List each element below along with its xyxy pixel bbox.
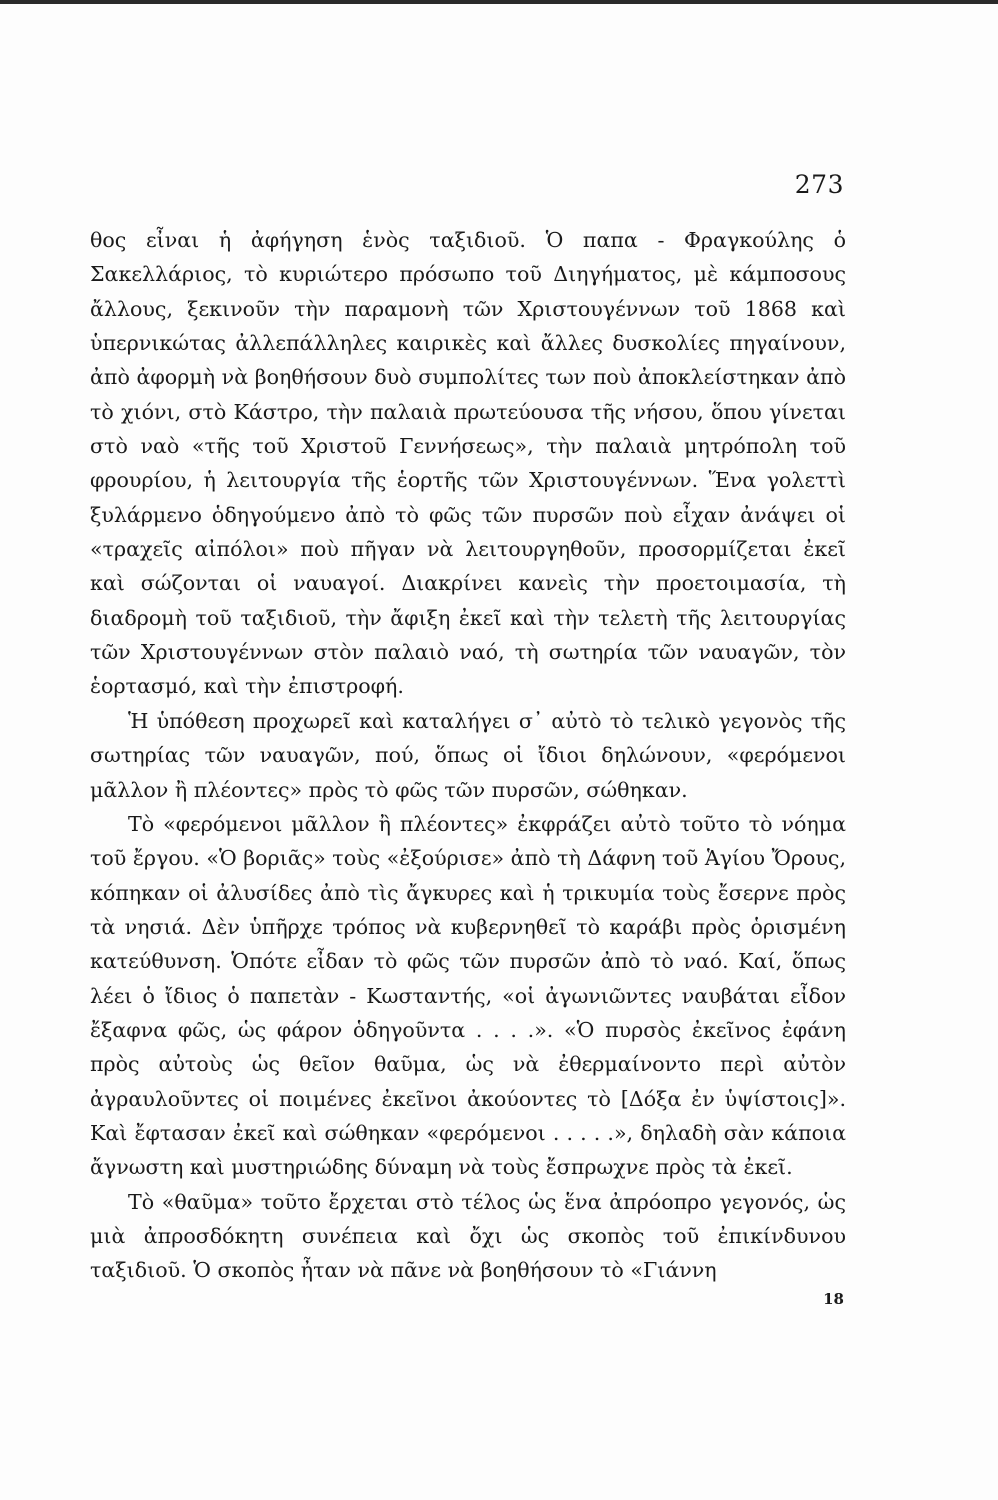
page-number: 273 [794,170,844,199]
scan-top-edge [0,0,998,4]
paragraph: Τὸ «φερόμενοι μᾶλλον ἢ πλέοντες» ἐκφράζει αὐτὸ τοῦτο τὸ νόημα τοῦ ἔργου. «Ὁ βοριᾶς» τοὺς «ἐξούρισε» ἀπὸ τὴ Δάφνη τοῦ Ἁγίου Ὄρους, κόπηκαν οἱ ἀλυσίδες ἀπὸ τὶς ἄγκυρες καὶ ἡ τρικυμία τοὺς ἔσερνε πρὸς τὰ νησιά. Δὲν ὑπῆρχε τρόπος νὰ κυβερνηθεῖ τὸ καράβι πρὸς ὁρισμένη κατεύθυνση. Ὁπότε εἶδαν τὸ φῶς τῶν πυρσῶν ἀπὸ τὸ ναό. Καί, ὅπως λέει ὁ ἴδιος ὁ παπετὰν - Κωσταντής, «οἱ ἀγωνιῶντες ναυβάται εἶδον ἔξαφνα φῶς, ὡς φάρον ὁδηγοῦντα . . . .». «Ὁ πυρσὸς ἐκεῖνος ἐφάνη πρὸς αὐτοὺς ὡς θεῖον θαῦμα, ὡς νὰ ἐθερμαίνοντο περὶ αὐτὸν ἀγραυλοῦντες οἱ ποιμένες ἐκεῖνοι ἀκούοντες τὸ [Δόξα ἐν ὑψίστοις]». Καὶ ἔφτασαν ἐκεῖ καὶ σώθηκαν «φερόμενοι . . . . .», δηλαδὴ σὰν κάποια ἄγνωστη καὶ μυστηριώδης δύναμη νὰ τοὺς ἔσπρωχνε πρὸς τὰ ἐκεῖ. [90,811,846,1180]
body-text [90,223,846,1288]
paragraph: Τὸ «θαῦμα» τοῦτο ἔρχεται στὸ τέλος ὡς ἕνα ἀπρόοπρο γεγονός, ὡς μιὰ ἀπροσδόκητη συνέπεια καὶ ὄχι ὡς σκοπὸς τοῦ ἐπικίνδυνου ταξιδιοῦ. Ὁ σκοπὸς ἦταν νὰ πᾶνε νὰ βοηθήσουν τὸ «Γιάννη [90,1189,846,1283]
paragraph-continuation: θος εἶναι ἡ ἀφήγηση ἑνὸς ταξιδιοῦ. Ὁ παπα - Φραγκούλης ὁ Σακελλάριος, τὸ κυριώτερο πρόσωπο τοῦ Διηγήματος, μὲ κάμποσους ἄλλους, ξεκινοῦν τὴν παραμονὴ τῶν Χριστουγέννων τοῦ 1868 καὶ ὑπερνικώτας ἀλλεπάλληλες καιρικὲς καὶ ἄλλες δυσκολίες πηγαίνουν, ἀπὸ ἀφορμὴ νὰ βοηθήσουν δυὸ συμπολίτες των ποὺ ἀποκλείστηκαν ἀπὸ τὸ χιόνι, στὸ Κάστρο, τὴν παλαιὰ πρωτεύουσα τῆς νήσου, ὅπου γίνεται στὸ ναὸ «τῆς τοῦ Χριστοῦ Γεννήσεως», τὴν παλαιὰ μητρόπολη τοῦ φρουρίου, ἡ λειτουργία τῆς ἑορτῆς τῶν Χριστουγέννων. Ἕνα γολεττὶ ξυλάρμενο ὁδηγούμενο ἀπὸ τὸ φῶς τῶν πυρσῶν ποὺ εἶχαν ἀνάψει οἱ «τραχεῖς αἰπόλοι» ποὺ πῆγαν νὰ λειτουργηθοῦν, προσορμίζεται ἐκεῖ καὶ σώζονται οἱ ναυαγοί. Διακρίνει κανεὶς τὴν προετοιμασία, τὴ διαδρομὴ τοῦ ταξιδιοῦ, τὴν ἄφιξη ἐκεῖ καὶ τὴν τελετὴ τῆς λειτουργίας τῶν Χριστουγέννων στὸν παλαιὸ ναό, τὴ σωτηρία τῶν ναυαγῶν, τὸν ἑορτασμό, καὶ τὴν ἐπιστροφή. [90,228,846,699]
printer-signature-mark: 18 [823,1290,844,1308]
paragraph: Ἡ ὑπόθεση προχωρεῖ καὶ καταλήγει σ᾽ αὐτὸ τὸ τελικὸ γεγονὸς τῆς σωτηρίας τῶν ναυαγῶν, πού, ὅπως οἱ ἴδιοι δηλώνουν, «φερόμενοι μᾶλλον ἢ πλέοντες» πρὸς τὸ φῶς τῶν πυρσῶν, σώθηκαν. [90,708,846,802]
